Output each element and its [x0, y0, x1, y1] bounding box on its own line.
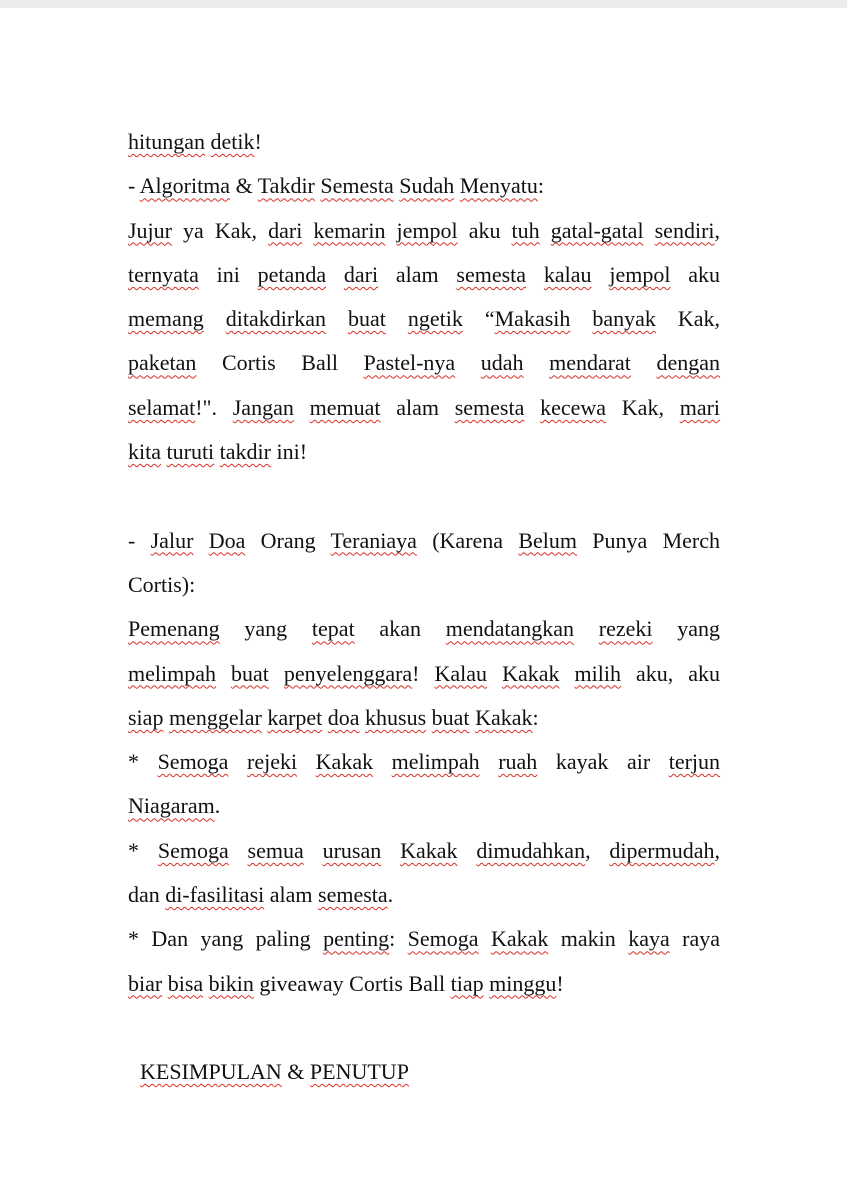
- document-page: [0, 8, 847, 1200]
- spellcheck-flagged-word: Kakak: [475, 704, 533, 730]
- spellcheck-flagged-word: Jangan: [232, 394, 294, 420]
- text-run: [294, 395, 310, 420]
- spellcheck-flagged-word: Kakak: [502, 660, 560, 686]
- text-line: [128, 786, 720, 830]
- spellcheck-flagged-word: biar: [128, 970, 163, 996]
- spellcheck-flagged-word: hitungan: [128, 129, 205, 154]
- spellcheck-flagged-word: Jujur: [128, 217, 172, 243]
- spellcheck-flagged-word: Niagaram: [128, 793, 215, 819]
- spellcheck-flagged-word: penyelenggara: [283, 660, 413, 686]
- text-run: [216, 661, 231, 686]
- text-line: [128, 698, 720, 742]
- text-run: alam: [380, 394, 455, 420]
- spellcheck-flagged-word: memang: [128, 306, 204, 332]
- spellcheck-flagged-word: kalau: [543, 261, 592, 287]
- text-line: [128, 919, 720, 963]
- spellcheck-flagged-word: rezeki: [598, 616, 653, 642]
- text-run: &: [281, 1059, 310, 1085]
- spellcheck-flagged-word: Semoga: [157, 749, 229, 775]
- text-line: [128, 388, 720, 432]
- spellcheck-flagged-word: Takdir: [257, 173, 315, 199]
- text-run: makin: [548, 926, 629, 952]
- spellcheck-flagged-word: minggu: [489, 970, 557, 996]
- text-run: [381, 838, 400, 863]
- blank-line: [128, 476, 720, 520]
- text-run: [644, 218, 655, 243]
- spellcheck-flagged-word: siap: [128, 704, 164, 730]
- document-body[interactable]: [128, 122, 720, 1097]
- text-run: [228, 749, 247, 774]
- spellcheck-flagged-word: Semoga: [407, 926, 479, 952]
- spellcheck-flagged-word: penting: [323, 926, 390, 952]
- text-run: [269, 661, 284, 686]
- text-run: yang: [652, 616, 721, 642]
- text-run: ini: [198, 261, 258, 287]
- text-line: [128, 255, 720, 299]
- text-run: &: [230, 173, 258, 199]
- spellcheck-flagged-word: Pastel-nya: [363, 350, 456, 376]
- spellcheck-flagged-word: karpet: [267, 704, 323, 730]
- text-line: [128, 521, 720, 565]
- spellcheck-flagged-word: Semoga: [157, 837, 229, 863]
- text-run: [229, 838, 248, 863]
- text-run: Orang: [245, 527, 331, 553]
- text-run: [326, 306, 348, 331]
- spellcheck-flagged-word: Doa: [208, 527, 246, 553]
- text-run: aku, aku: [620, 660, 721, 686]
- spellcheck-flagged-word: udah: [480, 350, 524, 376]
- spellcheck-flagged-word: kaya: [628, 926, 670, 952]
- spellcheck-flagged-word: jempol: [396, 217, 458, 243]
- text-run: [373, 749, 392, 774]
- text-run: aku: [457, 217, 512, 243]
- spellcheck-flagged-word: dari: [343, 261, 379, 287]
- text-line: [128, 565, 720, 609]
- spellcheck-flagged-word: KESIMPULAN: [140, 1059, 282, 1085]
- spellcheck-flagged-word: rejeki: [247, 749, 298, 775]
- spellcheck-flagged-word: Kalau: [434, 660, 488, 686]
- text-run: [526, 262, 544, 287]
- spellcheck-flagged-word: dipermudah: [609, 837, 715, 863]
- text-line: [128, 831, 720, 875]
- spellcheck-flagged-word: sendiri: [654, 217, 715, 243]
- spellcheck-flagged-word: di-fasilitasi: [165, 882, 265, 908]
- spellcheck-flagged-word: jempol: [609, 261, 671, 287]
- spellcheck-flagged-word: dari: [268, 217, 303, 243]
- text-run: .: [214, 793, 221, 819]
- text-run: !".: [195, 394, 233, 420]
- text-run: ,: [585, 837, 610, 863]
- text-run: dan: [128, 882, 166, 908]
- text-line: [128, 654, 720, 698]
- text-run: [302, 218, 313, 243]
- spellcheck-flagged-word: Kakak: [315, 749, 374, 775]
- spellcheck-flagged-word: semesta: [456, 261, 527, 287]
- spellcheck-flagged-word: Makasih: [494, 306, 571, 332]
- text-run: [559, 661, 574, 686]
- spellcheck-flagged-word: ditakdirkan: [225, 306, 326, 332]
- spellcheck-flagged-word: buat: [231, 660, 269, 686]
- spellcheck-flagged-word: turuti: [166, 439, 215, 465]
- text-run: [570, 306, 592, 331]
- text-run: [631, 350, 657, 375]
- text-line: [128, 609, 720, 653]
- text-run: [326, 262, 344, 287]
- spellcheck-flagged-word: paketan: [128, 350, 197, 376]
- text-run: Kak,: [606, 394, 680, 420]
- spellcheck-flagged-word: doa: [327, 704, 360, 730]
- spellcheck-flagged-word: bisa: [167, 970, 204, 996]
- text-line: [128, 742, 720, 786]
- spellcheck-flagged-word: melimpah: [391, 749, 480, 775]
- text-line: [128, 122, 720, 166]
- spellcheck-flagged-word: Kakak: [490, 926, 549, 952]
- text-run: [386, 306, 408, 331]
- spellcheck-flagged-word: kita: [128, 439, 161, 465]
- window-top-strip: [0, 0, 847, 8]
- text-run: [193, 528, 208, 553]
- text-run: [479, 926, 491, 951]
- spellcheck-flagged-word: menggelar: [168, 704, 262, 730]
- spellcheck-flagged-word: Kakak: [400, 837, 458, 863]
- spellcheck-flagged-word: milih: [574, 660, 621, 686]
- spellcheck-flagged-word: Algoritma: [139, 173, 231, 199]
- text-run: akan: [354, 616, 446, 642]
- text-run: alam: [378, 261, 457, 287]
- spellcheck-flagged-word: dimudahkan: [476, 837, 586, 863]
- spellcheck-flagged-word: dengan: [656, 350, 721, 376]
- text-run: alam: [264, 882, 319, 908]
- text-run: raya: [669, 926, 720, 952]
- text-line: [128, 875, 720, 919]
- text-run: :: [537, 173, 545, 199]
- spellcheck-flagged-word: memuat: [309, 394, 381, 420]
- spellcheck-flagged-word: semua: [247, 837, 304, 863]
- text-run: giveaway Cortis Ball: [253, 970, 451, 996]
- text-run: [524, 395, 540, 420]
- spellcheck-flagged-word: semesta: [454, 394, 525, 420]
- text-run: !: [412, 660, 435, 686]
- spellcheck-flagged-word: melimpah: [128, 660, 216, 686]
- spellcheck-flagged-word: semesta: [318, 882, 388, 908]
- text-run: !: [556, 970, 564, 996]
- spellcheck-flagged-word: kemarin: [313, 217, 386, 243]
- text-line: [128, 166, 720, 210]
- text-run: [457, 838, 476, 863]
- text-run: [304, 838, 323, 863]
- spellcheck-flagged-word: Semesta: [320, 173, 394, 199]
- text-run: [385, 218, 396, 243]
- text-run: ini!: [271, 439, 308, 465]
- text-line: [128, 299, 720, 343]
- text-run: [487, 661, 502, 686]
- spellcheck-flagged-word: ruah: [498, 749, 538, 775]
- spellcheck-flagged-word: mendarat: [549, 350, 631, 376]
- text-run: Punya Merch: [577, 527, 721, 553]
- spellcheck-flagged-word: Sudah: [399, 173, 455, 199]
- spellcheck-flagged-word: bikin: [208, 970, 254, 996]
- text-run: -: [128, 527, 151, 553]
- spellcheck-flagged-word: ngetik: [407, 306, 463, 332]
- spellcheck-flagged-word: mari: [679, 394, 721, 420]
- text-run: kayak air: [537, 749, 669, 775]
- spellcheck-flagged-word: ternyata: [128, 261, 199, 287]
- spellcheck-flagged-word: buat: [347, 306, 386, 332]
- text-run: * Dan yang paling: [128, 926, 324, 952]
- text-run: [574, 616, 599, 641]
- text-run: “: [462, 306, 495, 332]
- text-run: Cortis):: [128, 571, 196, 597]
- text-line: [128, 432, 720, 476]
- spellcheck-flagged-word: khusus: [365, 704, 427, 730]
- text-run: (Karena: [416, 527, 519, 553]
- text-run: [524, 350, 550, 375]
- spellcheck-flagged-word: detik: [210, 129, 255, 154]
- spellcheck-flagged-word: Menyatu: [459, 173, 538, 199]
- spellcheck-flagged-word: tuh: [511, 217, 540, 243]
- text-run: :: [532, 704, 539, 730]
- text-run: aku: [670, 261, 720, 287]
- spellcheck-flagged-word: mendatangkan: [445, 616, 575, 642]
- text-run: Kak,: [655, 306, 721, 332]
- spellcheck-flagged-word: Belum: [518, 527, 578, 553]
- spellcheck-flagged-word: Teraniaya: [330, 527, 417, 553]
- text-run: [592, 262, 610, 287]
- text-run: *: [128, 837, 158, 863]
- text-run: Cortis Ball: [196, 350, 364, 376]
- text-run: .: [387, 882, 394, 908]
- spellcheck-flagged-word: terjun: [668, 749, 721, 775]
- spellcheck-flagged-word: banyak: [592, 306, 656, 332]
- text-run: ,: [714, 217, 721, 243]
- text-run: yang: [219, 616, 312, 642]
- text-run: :: [389, 926, 408, 952]
- text-run: [540, 218, 551, 243]
- text-run: [297, 749, 316, 774]
- blank-line: [128, 1008, 720, 1052]
- spellcheck-flagged-word: PENUTUP: [309, 1059, 409, 1085]
- text-run: *: [128, 749, 158, 775]
- spellcheck-flagged-word: urusan: [322, 837, 382, 863]
- spellcheck-flagged-word: kecewa: [540, 394, 607, 420]
- section-heading: [128, 1052, 720, 1096]
- spellcheck-flagged-word: selamat: [128, 394, 196, 420]
- spellcheck-flagged-word: takdir: [219, 439, 271, 465]
- spellcheck-flagged-word: Pemenang: [128, 616, 220, 642]
- text-run: -: [128, 173, 140, 199]
- spellcheck-flagged-word: gatal-gatal: [550, 217, 644, 243]
- text-line: [128, 343, 720, 387]
- spellcheck-flagged-word: petanda: [257, 261, 327, 287]
- text-run: [204, 306, 226, 331]
- text-run: [455, 350, 481, 375]
- spellcheck-flagged-word: Jalur: [150, 527, 194, 553]
- spellcheck-flagged-word: tiap: [450, 970, 484, 996]
- text-run: !: [254, 129, 262, 154]
- text-run: ya Kak,: [172, 217, 269, 243]
- spellcheck-flagged-word: tepat: [311, 616, 355, 642]
- spellcheck-flagged-word: buat: [431, 704, 470, 730]
- text-line: [128, 211, 720, 255]
- text-run: [480, 749, 499, 774]
- text-line: [128, 964, 720, 1008]
- text-run: ,: [714, 837, 720, 863]
